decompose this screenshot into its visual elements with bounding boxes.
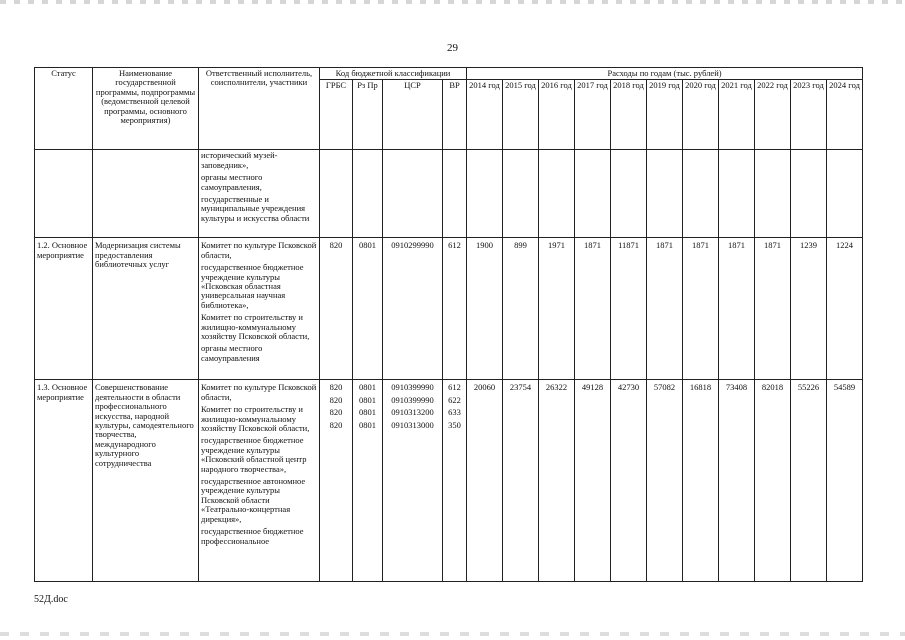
cell-value: 1871: [683, 238, 719, 380]
cell-vr: [443, 380, 467, 582]
cell-value: 1871: [647, 238, 683, 380]
code-line: 350: [448, 419, 461, 430]
row-status: 1.3. Основное мероприятие: [35, 380, 93, 582]
cell-value: 49128: [575, 380, 611, 582]
executor-item: Комитет по культуре Псковской области,: [201, 382, 317, 402]
cell-value: [575, 150, 611, 238]
cell-value: 899: [503, 238, 539, 380]
cell-value: 1871: [755, 238, 791, 380]
executor-item: Комитет по строительству и жилищно-коммунальному хозяйству Псковской области,: [201, 312, 310, 342]
executor-item: Комитет по культуре Псковской области,: [201, 240, 317, 260]
cell-csr: 0910299990: [383, 238, 443, 380]
executor-item: исторический музей-заповедник»,: [201, 150, 278, 170]
header-year: 2018 год: [611, 80, 647, 150]
cell-rzpr: 0801: [353, 238, 383, 380]
header-grbs: ГРБС: [320, 80, 353, 150]
expense-table: [34, 67, 863, 582]
executor-item: государственное бюджетное профессиональное: [201, 526, 304, 546]
header-budget-code: Код бюджетной классификации: [320, 68, 467, 80]
table-row: [35, 150, 863, 238]
cell-value: 16818: [683, 380, 719, 582]
scan-artifact-bottom: [0, 632, 905, 636]
cell-csr: [383, 380, 443, 582]
header-year: 2014 год: [467, 80, 503, 150]
header-rzpr: Рз Пр: [353, 80, 383, 150]
cell-value: 73408: [719, 380, 755, 582]
cell-value: 1971: [539, 238, 575, 380]
cell-value: [467, 150, 503, 238]
header-name: Наименование государственной программы, подпрограммы (ведомственной целевой программы, основного мероприятия): [93, 68, 199, 150]
cell-value: 1871: [575, 238, 611, 380]
code-line: 820: [329, 419, 343, 430]
code-line: 820: [329, 394, 343, 405]
executor-item: государственное бюджетное учреждение культуры «Псковская областная универсальная научная библиотека»,: [201, 262, 304, 310]
cell-value: [503, 150, 539, 238]
scan-artifact-top: [0, 0, 905, 4]
executor-item: органы местного самоуправления,: [201, 172, 263, 192]
cell-value: 54589: [827, 380, 863, 582]
code-line: 0910313000: [391, 419, 434, 430]
code-line: 0910399990: [391, 394, 434, 405]
code-line: 622: [448, 394, 461, 405]
executor-item: Комитет по строительству и жилищно-коммунальному хозяйству Псковской области,: [201, 404, 310, 434]
header-year: 2019 год: [647, 80, 683, 150]
cell-value: 82018: [755, 380, 791, 582]
row-status: 1.2. Основное мероприятие: [35, 238, 93, 380]
code-line: 820: [329, 382, 343, 393]
code-line: 633: [448, 407, 461, 418]
header-year: 2021 год: [719, 80, 755, 150]
footer-filename: 52Д.doc: [34, 594, 68, 605]
header-year: 2023 год: [791, 80, 827, 150]
cell-value: [791, 150, 827, 238]
cell-value: 1900: [467, 238, 503, 380]
header-csr: ЦСР: [383, 80, 443, 150]
code-line: 0801: [359, 419, 376, 430]
executor-item: государственные и муниципальные учреждения культуры и искусства области: [201, 194, 310, 223]
cell-value: 42730: [611, 380, 647, 582]
code-line: 612: [448, 382, 461, 393]
cell-value: 1239: [791, 238, 827, 380]
cell-value: 20060: [467, 380, 503, 582]
row-status: [35, 150, 93, 238]
cell-value: [755, 150, 791, 238]
header-year: 2022 год: [755, 80, 791, 150]
cell-csr: [383, 150, 443, 238]
header-year: 2017 год: [575, 80, 611, 150]
cell-value: 26322: [539, 380, 575, 582]
executor-item: государственное автономное учреждение культуры Псковской области «Театрально-концертная дирекция»,: [201, 476, 306, 524]
code-line: 0801: [359, 407, 376, 418]
cell-grbs: [320, 380, 353, 582]
cell-value: 55226: [791, 380, 827, 582]
cell-vr: 612: [443, 238, 467, 380]
code-line: 820: [329, 407, 343, 418]
cell-rzpr: [353, 150, 383, 238]
cell-vr: [443, 150, 467, 238]
header-executor: Ответственный исполнитель, соисполнители, участники: [199, 68, 320, 150]
header-expenses: Расходы по годам (тыс. рублей): [467, 68, 863, 80]
header-vr: ВР: [443, 80, 467, 150]
header-year: 2024 год: [827, 80, 863, 150]
cell-rzpr: [353, 380, 383, 582]
row-name: Модернизация системы предоставления библиотечных услуг: [93, 238, 199, 380]
cell-value: [683, 150, 719, 238]
header-year: 2015 год: [503, 80, 539, 150]
cell-value: [719, 150, 755, 238]
code-line: 0801: [359, 394, 376, 405]
row-name: [93, 150, 199, 238]
row-executors: [199, 238, 320, 380]
header-year: 2016 год: [539, 80, 575, 150]
cell-value: 1224: [827, 238, 863, 380]
cell-value: 23754: [503, 380, 539, 582]
code-line: 0801: [359, 382, 376, 393]
header-year: 2020 год: [683, 80, 719, 150]
executor-item: государственное бюджетное учреждение культуры «Псковский областной центр народного творчества»,: [201, 435, 307, 474]
page-number: 29: [447, 42, 458, 54]
cell-value: [539, 150, 575, 238]
row-executors: [199, 150, 320, 238]
row-executors: [199, 380, 320, 582]
table-row: [35, 238, 863, 380]
cell-value: 11871: [611, 238, 647, 380]
code-line: 0910313200: [391, 407, 434, 418]
cell-grbs: [320, 150, 353, 238]
header-status: Статус: [35, 68, 93, 150]
table-row: [35, 380, 863, 582]
cell-grbs: 820: [320, 238, 353, 380]
cell-value: [647, 150, 683, 238]
row-name: Совершенствование деятельности в области профессионального искусства, народной культуры, самодеятельного творчества, международного культурного сотрудничества: [93, 380, 199, 582]
cell-value: [611, 150, 647, 238]
cell-value: [827, 150, 863, 238]
cell-value: 57082: [647, 380, 683, 582]
code-line: 0910399990: [391, 382, 434, 393]
executor-item: органы местного самоуправления: [201, 343, 263, 363]
cell-value: 1871: [719, 238, 755, 380]
